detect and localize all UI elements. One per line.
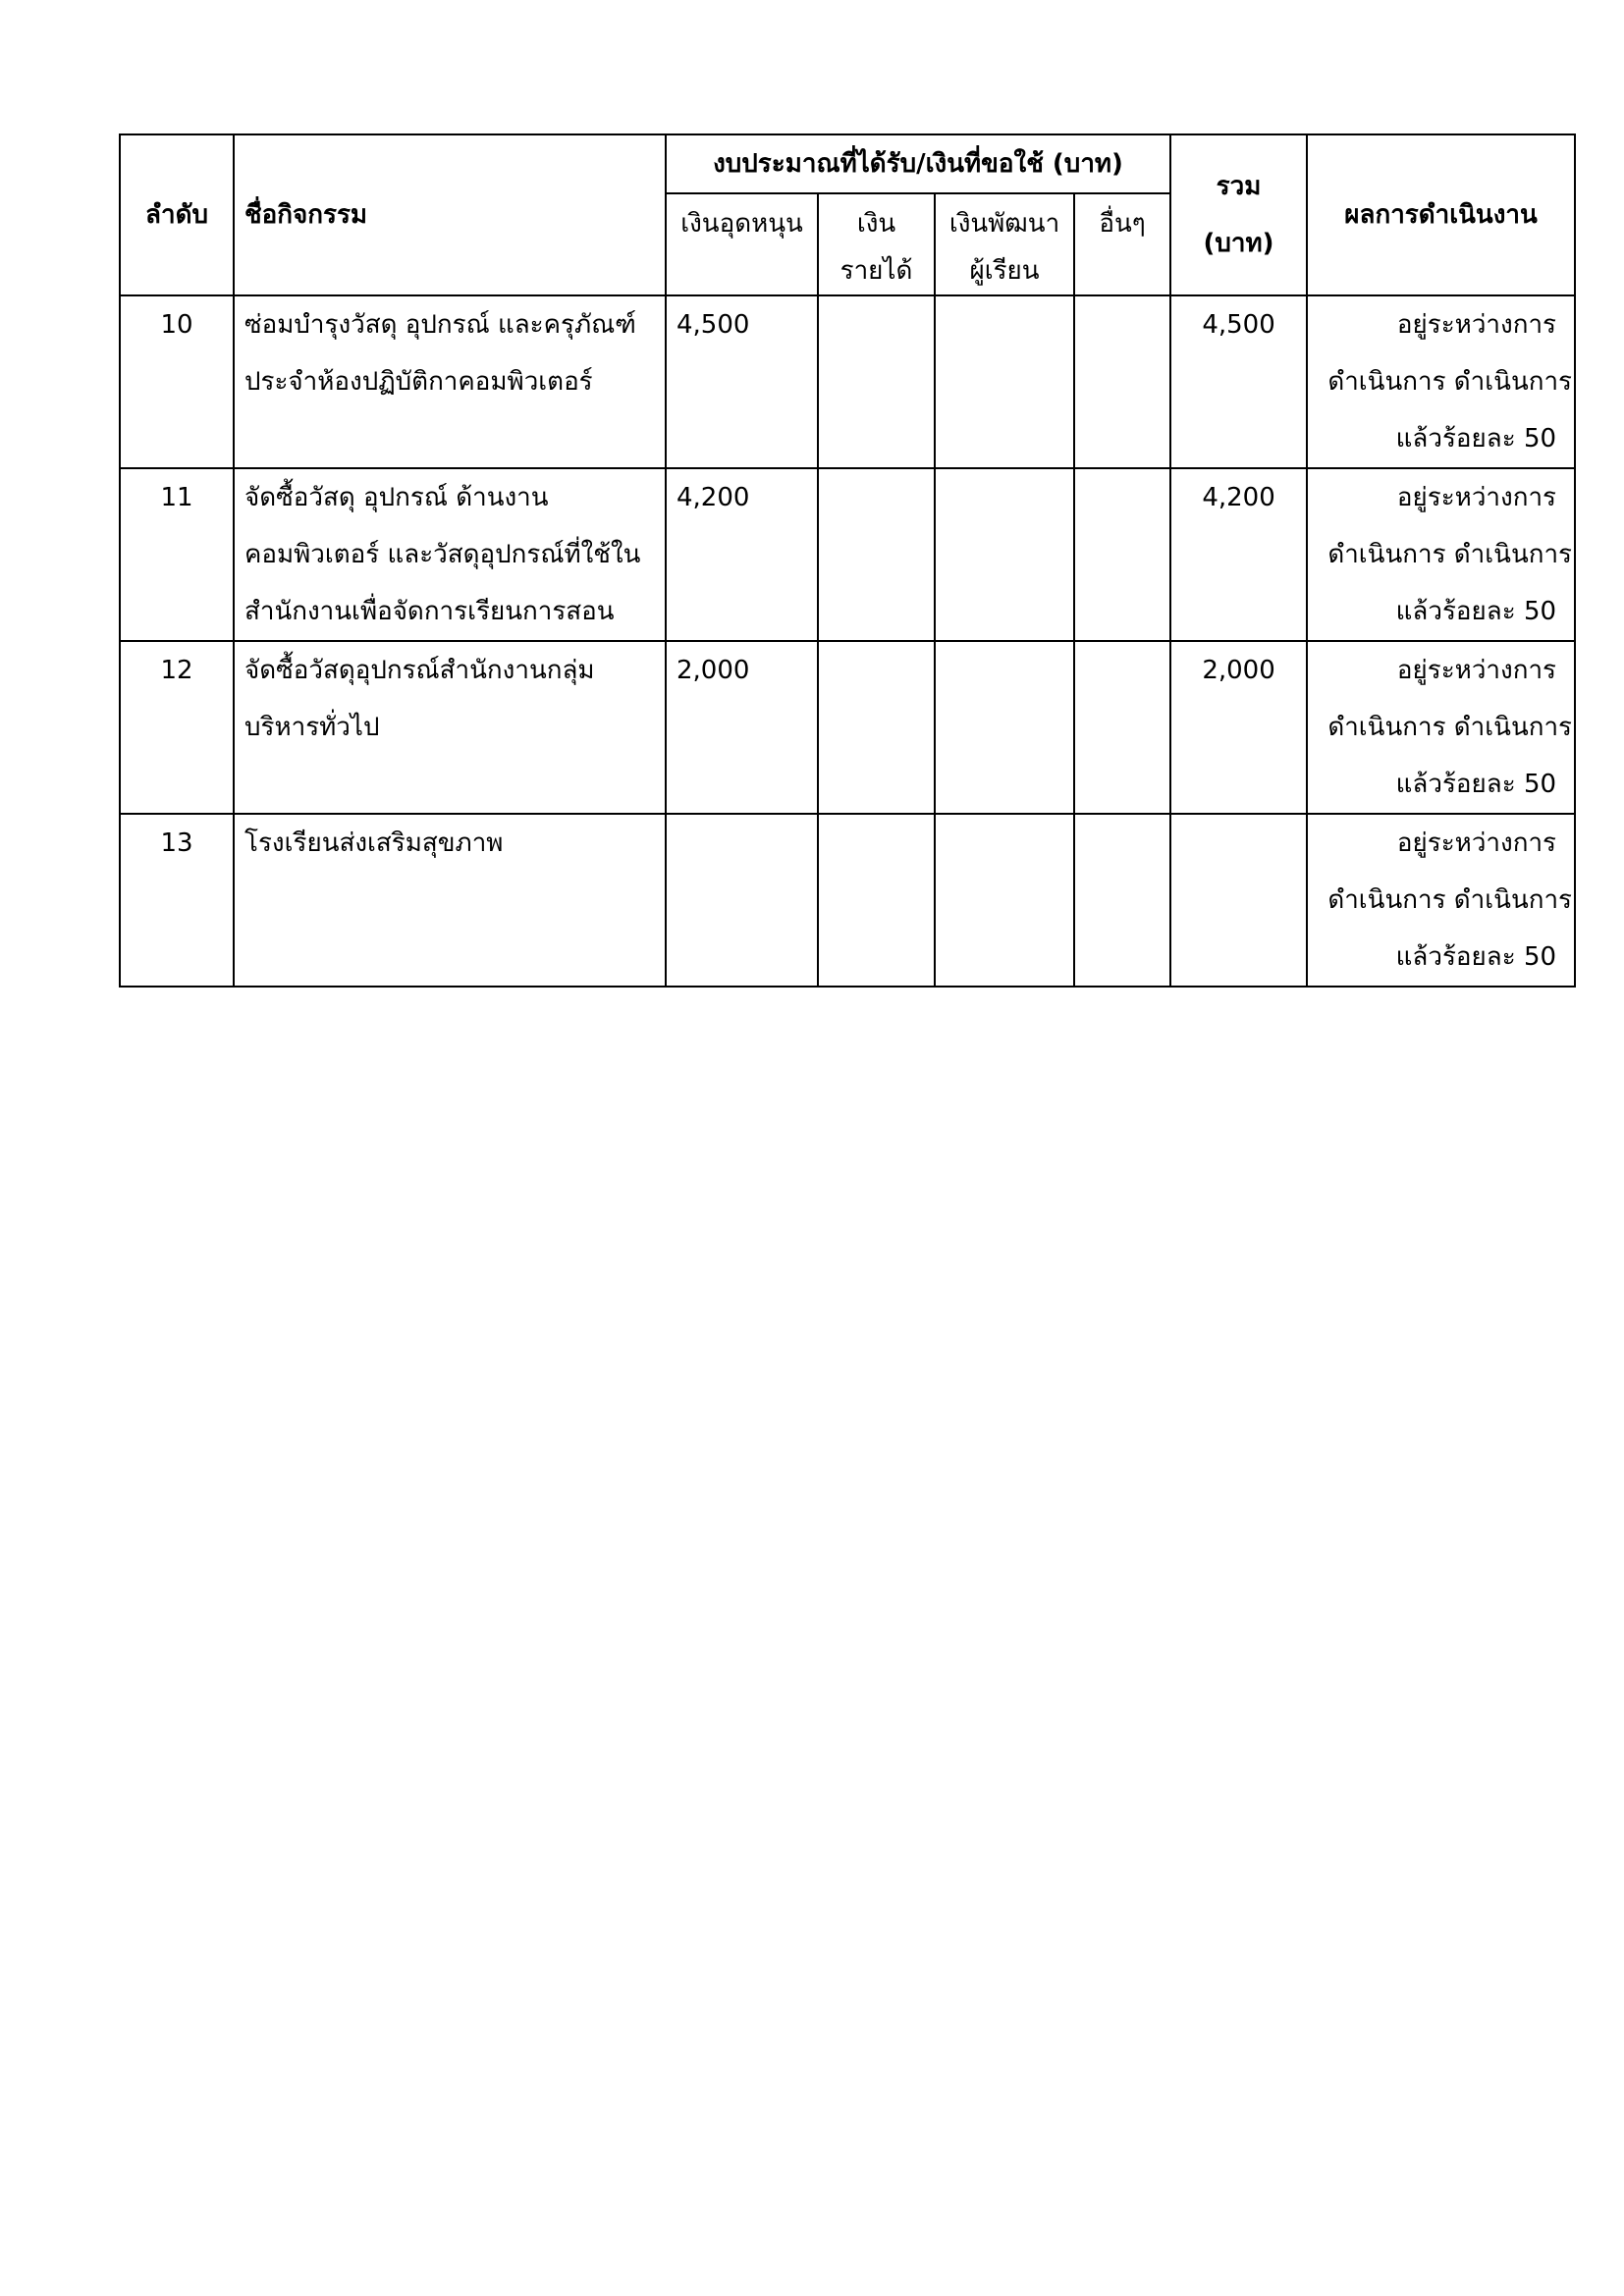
activity-line: ประจำห้องปฏิบัติกาคอมพิวเตอร์ xyxy=(244,367,593,397)
result-line: แล้วร้อยละ 50 xyxy=(1395,424,1557,454)
table-row xyxy=(120,814,1575,987)
header-learner-dev-line2: ผู้เรียน xyxy=(969,256,1040,286)
cell-result xyxy=(1307,814,1575,987)
cell-learner-dev xyxy=(935,295,1074,468)
cell-subsidy: 4,200 xyxy=(666,468,818,641)
cell-activity xyxy=(234,641,666,814)
result-line: ดำเนินการ ดำเนินการ xyxy=(1327,540,1573,569)
cell-activity xyxy=(234,814,666,987)
activity-line: ซ่อมบำรุงวัสดุ อุปกรณ์ และครุภัณฑ์ xyxy=(244,310,636,340)
header-row-1 xyxy=(120,134,1575,193)
cell-income xyxy=(818,295,935,468)
cell-other xyxy=(1074,295,1170,468)
result-line: แล้วร้อยละ 50 xyxy=(1395,770,1557,799)
header-learner-dev-line1: เงินพัฒนา xyxy=(948,209,1060,239)
cell-total: 4,200 xyxy=(1170,468,1307,641)
header-total-line1: รวม xyxy=(1216,172,1262,201)
cell-learner-dev xyxy=(935,641,1074,814)
header-other: อื่นๆ xyxy=(1074,193,1170,295)
header-activity: ชื่อกิจกรรม xyxy=(234,134,666,295)
cell-subsidy xyxy=(666,814,818,987)
table-row xyxy=(120,295,1575,468)
header-budget-group: งบประมาณที่ได้รับ/เงินที่ขอใช้ (บาท) xyxy=(666,134,1170,193)
header-income xyxy=(818,193,935,295)
cell-activity xyxy=(234,468,666,641)
cell-total: 2,000 xyxy=(1170,641,1307,814)
result-line: ดำเนินการ ดำเนินการ xyxy=(1327,713,1573,742)
cell-no: 13 xyxy=(120,814,234,987)
cell-subsidy: 4,500 xyxy=(666,295,818,468)
header-subsidy: เงินอุดหนุน xyxy=(666,193,818,295)
activity-line: จัดซื้อวัสดุ อุปกรณ์ ด้านงาน xyxy=(244,483,549,512)
table-row xyxy=(120,641,1575,814)
result-line: อยู่ระหว่างการ xyxy=(1396,656,1557,685)
cell-other xyxy=(1074,641,1170,814)
cell-other xyxy=(1074,468,1170,641)
cell-learner-dev xyxy=(935,468,1074,641)
cell-no: 10 xyxy=(120,295,234,468)
header-total-line2: (บาท) xyxy=(1203,229,1274,258)
cell-no: 12 xyxy=(120,641,234,814)
header-learner-dev xyxy=(935,193,1074,295)
cell-income xyxy=(818,814,935,987)
activity-budget-table xyxy=(119,133,1576,988)
header-no: ลำดับ xyxy=(120,134,234,295)
result-line: แล้วร้อยละ 50 xyxy=(1395,597,1557,626)
cell-other xyxy=(1074,814,1170,987)
header-total xyxy=(1170,134,1307,295)
activity-line: โรงเรียนส่งเสริมสุขภาพ xyxy=(244,828,504,858)
result-line: ดำเนินการ ดำเนินการ xyxy=(1327,885,1573,915)
activity-line: สำนักงานเพื่อจัดการเรียนการสอน xyxy=(244,597,615,626)
result-line: อยู่ระหว่างการ xyxy=(1396,483,1557,512)
result-line: ดำเนินการ ดำเนินการ xyxy=(1327,367,1573,397)
activity-line: บริหารทั่วไป xyxy=(244,713,380,742)
cell-result xyxy=(1307,468,1575,641)
cell-learner-dev xyxy=(935,814,1074,987)
cell-activity xyxy=(234,295,666,468)
header-income-line2: รายได้ xyxy=(839,256,913,286)
cell-subsidy: 2,000 xyxy=(666,641,818,814)
header-result: ผลการดำเนินงาน xyxy=(1307,134,1575,295)
cell-result xyxy=(1307,295,1575,468)
cell-total xyxy=(1170,814,1307,987)
cell-no: 11 xyxy=(120,468,234,641)
result-line: อยู่ระหว่างการ xyxy=(1396,828,1557,858)
result-line: แล้วร้อยละ 50 xyxy=(1395,942,1557,972)
cell-income xyxy=(818,641,935,814)
cell-result xyxy=(1307,641,1575,814)
result-line: อยู่ระหว่างการ xyxy=(1396,310,1557,340)
cell-income xyxy=(818,468,935,641)
activity-line: จัดซื้อวัสดุอุปกรณ์สำนักงานกลุ่ม xyxy=(244,656,595,685)
table-row xyxy=(120,468,1575,641)
activity-line: คอมพิวเตอร์ และวัสดุอุปกรณ์ที่ใช้ใน xyxy=(244,540,641,569)
cell-total: 4,500 xyxy=(1170,295,1307,468)
header-income-line1: เงิน xyxy=(856,209,896,239)
